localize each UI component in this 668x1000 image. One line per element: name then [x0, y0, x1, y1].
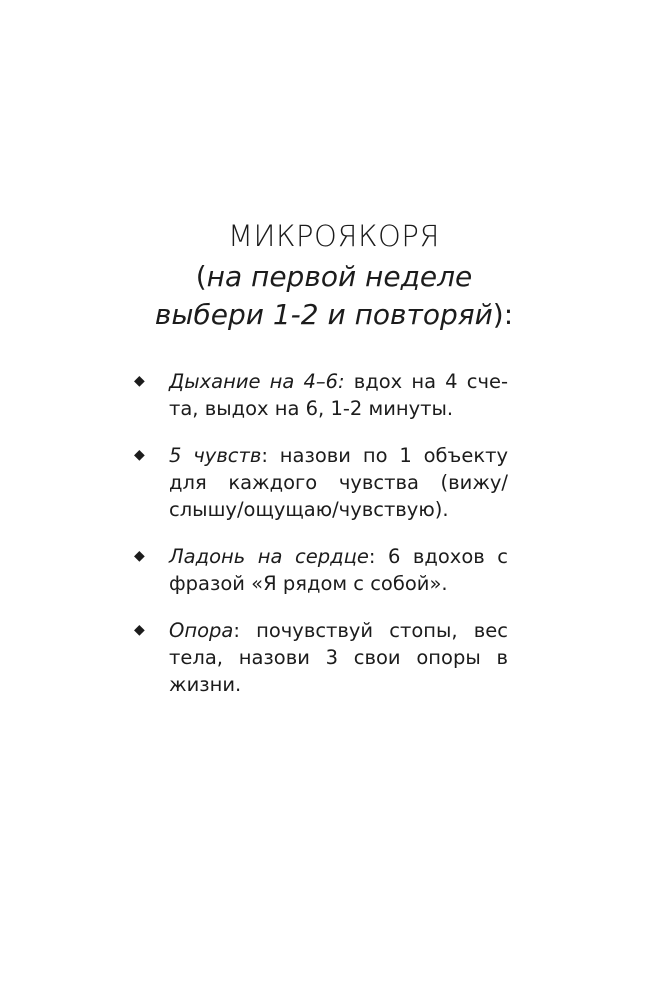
diamond-bullet-icon: ◆	[134, 373, 145, 389]
item-text: : назови по 1 объекту для каждого чувства (вижу/ слышу/ощущаю/чувствую).	[169, 444, 508, 521]
list-item	[132, 543, 508, 597]
list-item	[132, 442, 508, 523]
item-term: Дыхание на 4–6:	[169, 370, 345, 393]
item-term: Опора	[169, 619, 234, 642]
diamond-bullet-icon: ◆	[134, 447, 145, 463]
item-text: : 6 вдохов с фразой «Я рядом с собой».	[169, 545, 508, 595]
subtitle	[0, 258, 668, 334]
item-term: Ладонь на сердце	[169, 545, 369, 568]
item-text: вдох на 4 счета, выдох на 6, 1-2 минуты.	[169, 370, 509, 420]
list-item	[132, 368, 508, 422]
diamond-bullet-icon: ◆	[134, 622, 145, 638]
subtitle-line-2: выбери 1-2 и повторяй	[154, 298, 493, 331]
subtitle-close-paren: ):	[492, 298, 514, 331]
anchor-list	[132, 368, 508, 718]
item-term: 5 чувств	[169, 444, 262, 467]
list-item	[132, 617, 508, 698]
heading-block	[0, 214, 668, 334]
page-title: МИКРОЯКОРЯ	[228, 219, 440, 253]
subtitle-line-1: на первой неделе	[206, 260, 473, 293]
subtitle-open-paren: (	[195, 260, 207, 293]
item-text: : почувствуй стопы, вес тела, назови 3 свои опоры в жизни.	[169, 619, 508, 696]
diamond-bullet-icon: ◆	[134, 548, 145, 564]
